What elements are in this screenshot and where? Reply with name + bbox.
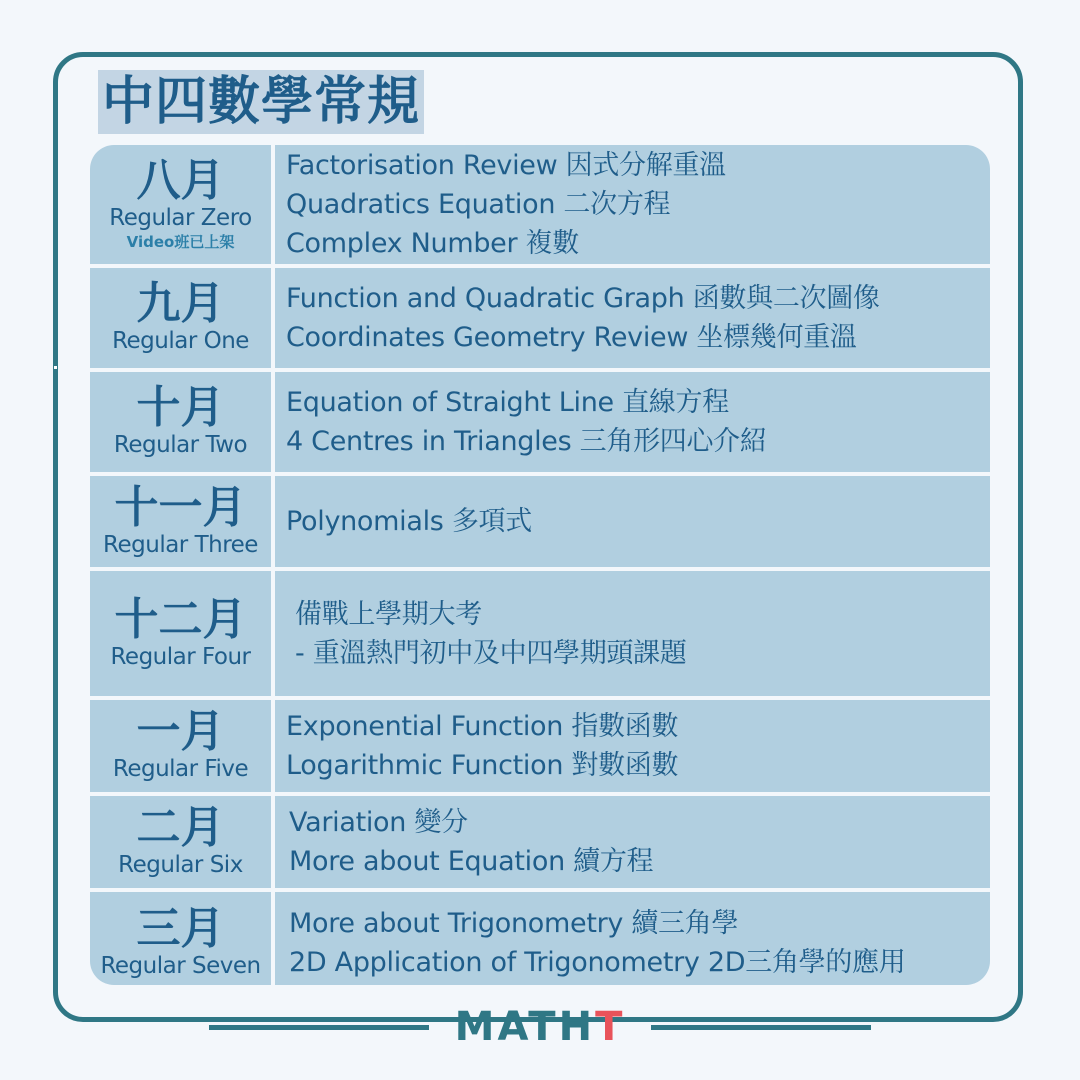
- regular-label: Regular Six: [118, 852, 243, 878]
- month-cell: [90, 796, 271, 888]
- logo-text-math: MATH: [454, 1004, 596, 1050]
- topic-item: Equation of Straight Line 直線方程: [286, 387, 729, 418]
- topic-item: 2D Application of Trigonometry 2D三角學的應用: [289, 947, 906, 978]
- logo-text-t: T: [595, 1004, 626, 1050]
- topics-cell: [275, 372, 990, 472]
- month-label: 九月: [136, 278, 225, 329]
- topics-cell: [275, 700, 990, 792]
- month-label: 十一月: [114, 481, 247, 533]
- topic-item: Variation 變分: [289, 807, 468, 838]
- month-cell: [90, 700, 271, 792]
- topics-cell: [275, 145, 990, 264]
- month-label: 八月: [136, 154, 225, 206]
- footer: [0, 1003, 1080, 1051]
- regular-label: Regular Three: [103, 531, 258, 558]
- month-cell: [90, 892, 271, 985]
- month-cell: [90, 145, 271, 264]
- month-label: 三月: [136, 903, 225, 954]
- regular-label: Regular Four: [110, 643, 251, 670]
- topics-cell: [275, 796, 990, 888]
- topics-cell: [275, 892, 990, 985]
- topic-item: 備戰上學期大考: [295, 598, 482, 630]
- month-cell: [90, 268, 271, 368]
- topic-item: Logarithmic Function 對數函數: [286, 750, 679, 781]
- month-cell: [90, 476, 271, 567]
- footer-divider-left: [209, 1025, 429, 1030]
- footer-divider-right: [651, 1025, 871, 1030]
- month-cell: [90, 372, 271, 472]
- topic-item: More about Trigonometry 續三角學: [289, 908, 739, 939]
- topics-cell: [275, 476, 990, 567]
- topic-item: - 重溫熱門初中及中四學期頭課題: [295, 637, 687, 669]
- video-note: Video班已上架: [126, 232, 235, 251]
- frame-notch: [54, 366, 57, 369]
- topic-item: Polynomials 多項式: [286, 506, 532, 537]
- month-label: 二月: [136, 802, 225, 853]
- topic-item: Exponential Function 指數函數: [286, 711, 679, 742]
- topics-cell: [275, 268, 990, 368]
- topic-item: More about Equation 續方程: [289, 846, 654, 877]
- month-cell: [90, 571, 271, 696]
- regular-label: Regular Two: [113, 432, 248, 458]
- topic-item: Coordinates Geometry Review 坐標幾何重溫: [286, 322, 857, 353]
- topic-item: Function and Quadratic Graph 函數與二次圖像: [286, 283, 880, 314]
- page-title: 中四數學常規: [98, 70, 424, 134]
- regular-label: Regular Five: [112, 756, 249, 782]
- regular-label: Regular Zero: [109, 204, 252, 231]
- topic-item: Factorisation Review 因式分解重溫: [286, 150, 726, 181]
- month-label: 十月: [136, 382, 225, 433]
- topic-item: 4 Centres in Triangles 三角形四心介紹: [286, 426, 767, 457]
- topic-item: Quadratics Equation 二次方程: [286, 189, 671, 220]
- topics-cell: [275, 571, 990, 696]
- schedule-table: [90, 145, 990, 985]
- regular-label: Regular Seven: [100, 953, 261, 979]
- brand-logo: [455, 1003, 626, 1051]
- topic-item: Complex Number 複數: [286, 228, 579, 259]
- regular-label: Regular One: [112, 328, 249, 354]
- month-label: 一月: [136, 706, 225, 757]
- month-label: 十二月: [114, 593, 247, 645]
